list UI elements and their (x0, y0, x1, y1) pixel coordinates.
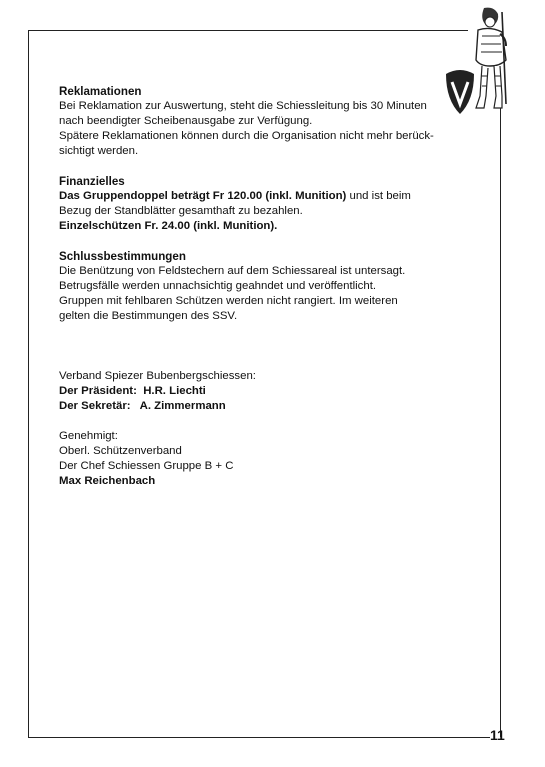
approval-name: Max Reichenbach (59, 475, 156, 487)
frame-top-border (28, 30, 468, 31)
reklamationen-line-2: nach beendigter Scheibenausgabe zur Verfügung. (59, 115, 313, 127)
verband-line: Verband Spiezer Bubenbergschiessen: (59, 370, 256, 382)
finanzielles-line-1 (59, 189, 471, 204)
frame-bottom-border (28, 737, 490, 738)
schluss-heading: Schlussbestimmungen (59, 250, 186, 263)
page-content (59, 84, 471, 489)
reklamationen-line-1: Bei Reklamation zur Auswertung, steht die Schiessleitung bis 30 Minuten (59, 100, 427, 112)
sekretaer-line: Der Sekretär: A. Zimmermann (59, 400, 226, 412)
approval-org: Oberl. Schützenverband (59, 445, 182, 457)
frame-left-border (28, 30, 29, 737)
schluss-line-1: Die Benützung von Feldstechern auf dem Schiessareal ist untersagt. (59, 265, 406, 277)
gruppendoppel-price: Das Gruppendoppel beträgt Fr 120.00 (inkl. Munition) (59, 190, 347, 202)
finanzielles-heading: Finanzielles (59, 175, 125, 188)
page-number: 11 (490, 727, 505, 743)
finanzielles-line-2: Bezug der Standblätter gesamthaft zu bezahlen. (59, 205, 303, 217)
schluss-line-3: Gruppen mit fehlbaren Schützen werden nicht rangiert. Im weiteren (59, 295, 398, 307)
schluss-line-2: Betrugsfälle werden unnachsichtig geahndet und veröffentlicht. (59, 280, 377, 292)
genehmigt-label: Genehmigt: (59, 430, 118, 442)
reklamationen-line-3: Spätere Reklamationen können durch die Organisation nicht mehr berück- (59, 130, 434, 142)
praesident-line: Der Präsident: H.R. Liechti (59, 385, 206, 397)
einzelschuetzen-price: Einzelschützen Fr. 24.00 (inkl. Munition). (59, 220, 278, 232)
schluss-line-4: gelten die Bestimmungen des SSV. (59, 310, 238, 322)
frame-right-border (500, 88, 501, 737)
reklamationen-line-4: sichtigt werden. (59, 145, 139, 157)
approval-role: Der Chef Schiessen Gruppe B + C (59, 460, 234, 472)
reklamationen-heading: Reklamationen (59, 85, 142, 98)
finanzielles-line-1-rest: und ist beim (346, 190, 411, 202)
